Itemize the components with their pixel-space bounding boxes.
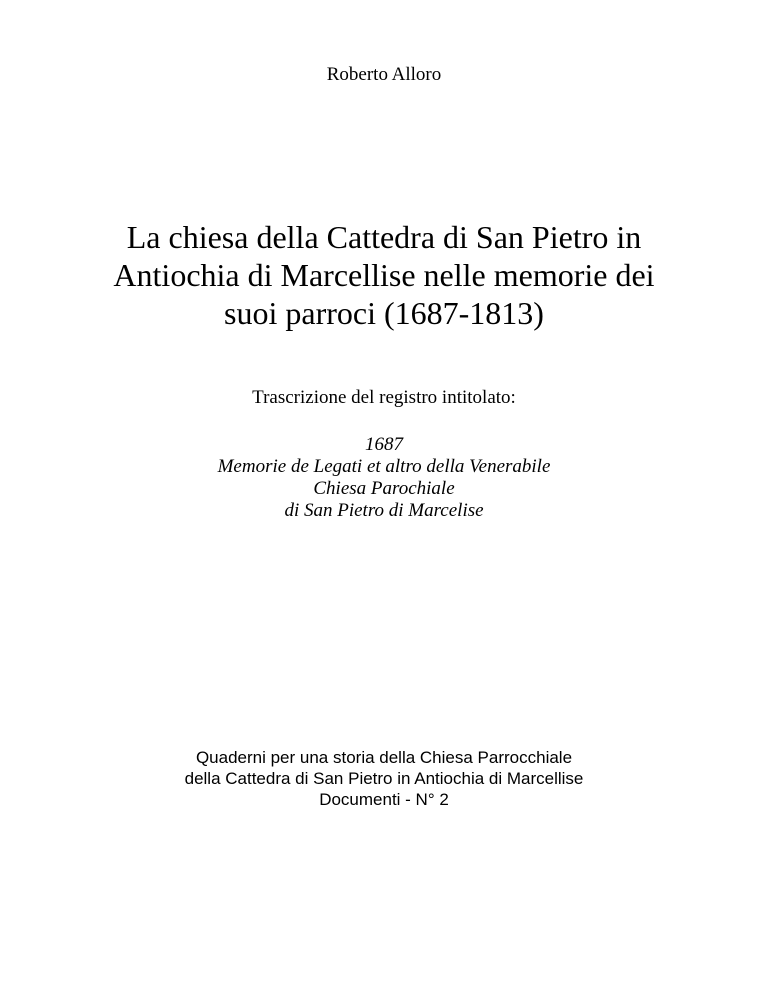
register-year: 1687 bbox=[365, 434, 403, 455]
title-line-1: La chiesa della Cattedra di San Pietro in bbox=[126, 219, 642, 255]
title-line-3: suoi parroci (1687-1813) bbox=[224, 295, 544, 331]
title-line-2: Antiochia di Marcellise nelle memorie dei bbox=[113, 257, 655, 293]
register-line-2: Chiesa Parochiale bbox=[313, 478, 455, 499]
series-info bbox=[0, 747, 768, 810]
series-number: Documenti - N° 2 bbox=[319, 790, 449, 809]
register-line-3: di San Pietro di Marcelise bbox=[284, 500, 484, 521]
document-title bbox=[0, 218, 768, 332]
register-line-1: Memorie de Legati et altro della Venerabile bbox=[217, 456, 551, 477]
register-title bbox=[0, 434, 768, 522]
author-name: Roberto Alloro bbox=[326, 64, 442, 85]
series-line-1: Quaderni per una storia della Chiesa Parrocchiale bbox=[195, 748, 573, 767]
transcription-subtitle: Trascrizione del registro intitolato: bbox=[252, 387, 516, 408]
series-line-2: della Cattedra di San Pietro in Antiochia di Marcellise bbox=[184, 769, 584, 788]
